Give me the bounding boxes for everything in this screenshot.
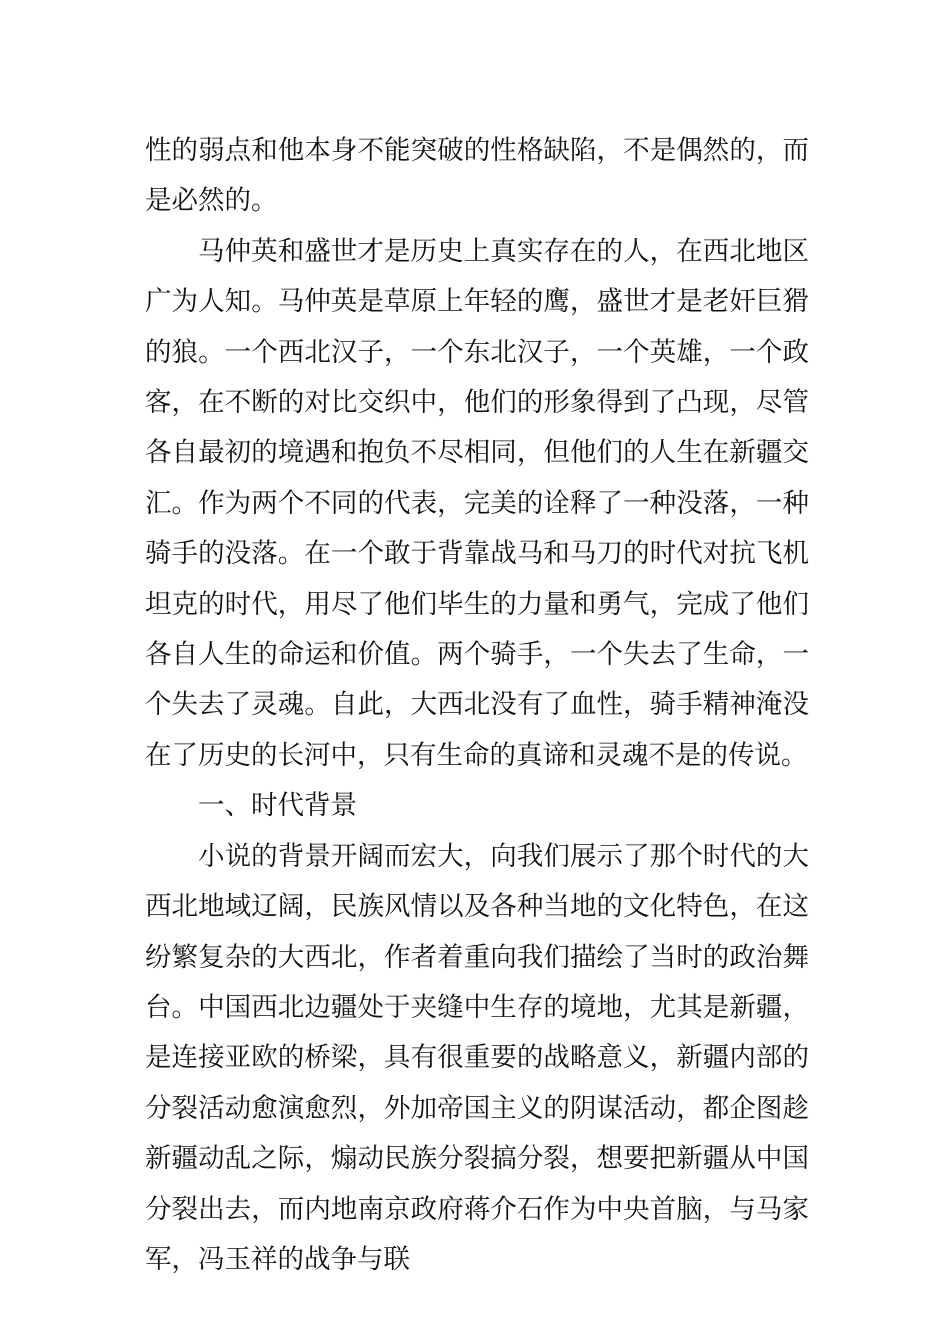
- paragraph-novel-background: 小说的背景开阔而宏大，向我们展示了那个时代的大西北地域辽阔，民族风情以及各种当地的文化特色，在这纷繁复杂的大西北，作者着重向我们描绘了当时的政治舞台。中国西北边疆处于夹缝中生存的境地，尤其是新疆，是连接亚欧的桥梁，具有很重要的战略意义，新疆内部的分裂活动愈演愈烈，外加帝国主义的阴谋活动，都企图趁新疆动乱之际，煽动民族分裂搞分裂，想要把新疆从中国分裂出去，而内地南京政府蒋介石作为中央首脑，与马家军，冯玉祥的战争与联: [145, 840, 809, 1275]
- section-heading-era-background: 一、时代背景: [198, 790, 357, 822]
- paragraph-continuation: 性的弱点和他本身不能突破的性格缺陷，不是偶然的，而是必然的。: [145, 135, 809, 217]
- paragraph-ma-zhongying-sheng-shicai: 马仲英和盛世才是历史上真实存在的人，在西北地区广为人知。马仲英是草原上年轻的鹰，盛世才是老奸巨猾的狼。一个西北汉子，一个东北汉子，一个英雄，一个政客，在不断的对比交织中，他们的形象得到了凸现，尽管各自最初的境遇和抱负不尽相同，但他们的人生在新疆交汇。作为两个不同的代表，完美的诠释了一种没落，一种骑手的没落。在一个敢于背靠战马和马刀的时代对抗飞机坦克的时代，用尽了他们毕生的力量和勇气，完成了他们各自人生的命运和价值。两个骑手，一个失去了生命，一个失去了灵魂。自此，大西北没有了血性，骑手精神淹没在了历史的长河中，只有生命的真谛和灵魂不是的传说。: [145, 235, 809, 771]
- document-body: [145, 126, 809, 1285]
